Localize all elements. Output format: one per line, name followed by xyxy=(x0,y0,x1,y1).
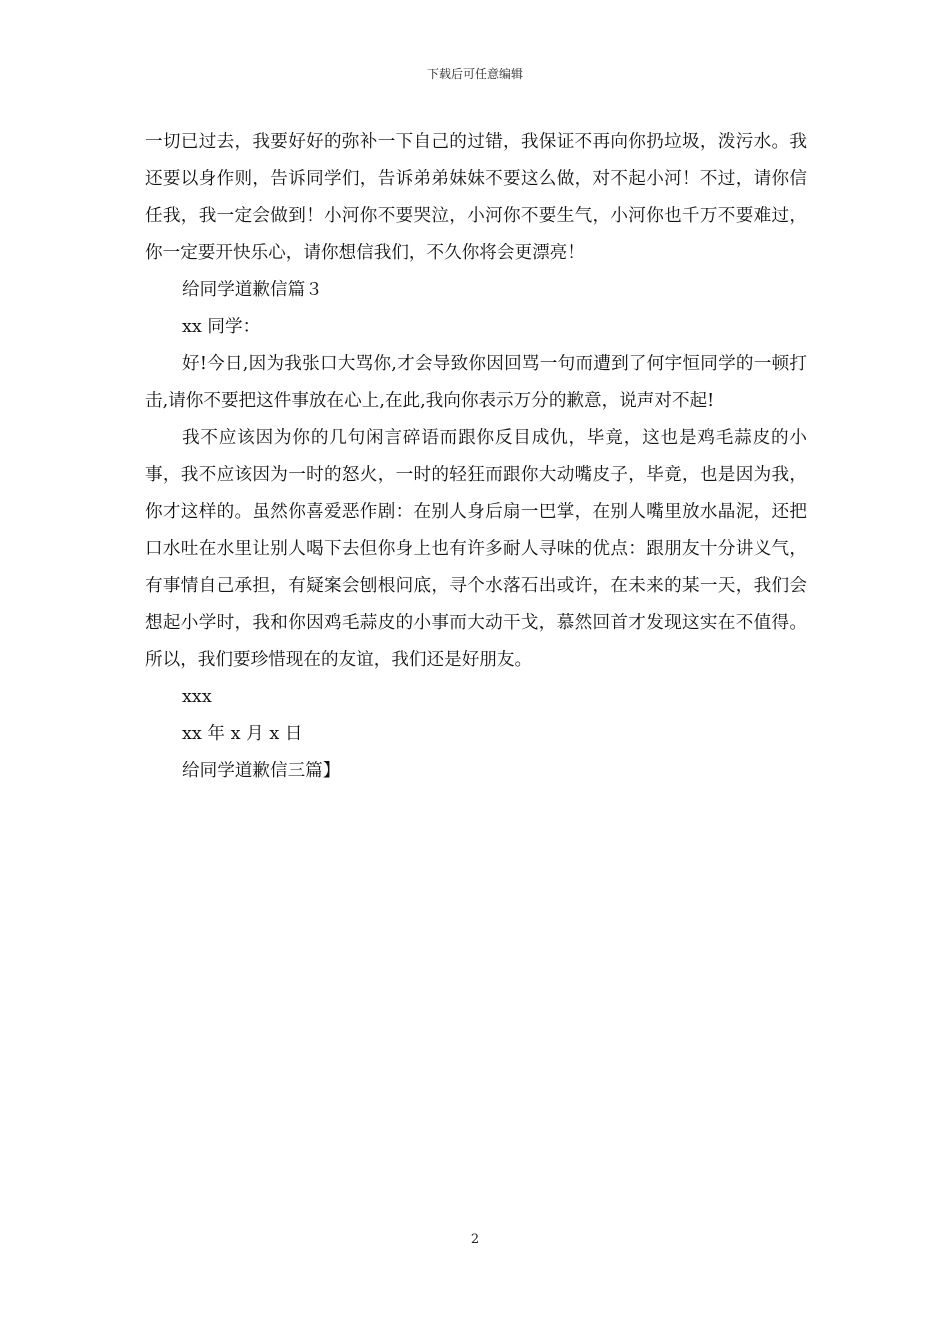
date-line: xx 年 x 月 x 日 xyxy=(182,724,303,744)
section-heading: 给同学道歉信篇３ xyxy=(182,280,323,300)
paragraph-apology: 好!今日,因为我张口大骂你,才会导致你因回骂一句而遭到了何宇恒同学的一顿打击,请你不要把这件事放在心上,在此,我向你表示万分的歉意，说声对不起! xyxy=(145,354,807,411)
closing-title: 给同学道歉信三篇】 xyxy=(182,761,341,781)
paragraph-continuation: 一切已过去，我要好好的弥补一下自己的过错，我保证不再向你扔垃圾，泼污水。我还要以身作则，告诉同学们，告诉弟弟妹妹不要这么做，对不起小河！不过，请你信任我，我一定会做到！小河你不要哭泣，小河你不要生气，小河你也千万不要难过，你一定要开快乐心，请你想信我们，不久你将会更漂亮！ xyxy=(145,132,807,263)
signature: xxx xyxy=(182,687,212,707)
page-header: 下载后可任意编辑 xyxy=(426,67,523,81)
paragraph-reflection: 我不应该因为你的几句闲言碎语而跟你反目成仇，毕竟，这也是鸡毛蒜皮的小事，我不应该因为一时的怒火，一时的轻狂而跟你大动嘴皮子，毕竟，也是因为我，你才这样的。虽然你喜爱恶作剧：在别人身后扇一巴掌，在别人嘴里放水晶泥，还把口水吐在水里让别人喝下去但你身上也有许多耐人寻味的优点：跟朋友十分讲义气，有事情自己承担，有疑案会刨根问底，寻个水落石出或许，在未来的某一天，我们会想起小学时，我和你因鸡毛蒜皮的小事而大动干戈，慕然回首才发现这实在不值得。所以，我们要珍惜现在的友谊，我们还是好朋友。 xyxy=(145,428,807,670)
document-body xyxy=(145,124,807,790)
salutation: xx 同学： xyxy=(182,317,261,337)
page-number: 2 xyxy=(470,1232,480,1247)
